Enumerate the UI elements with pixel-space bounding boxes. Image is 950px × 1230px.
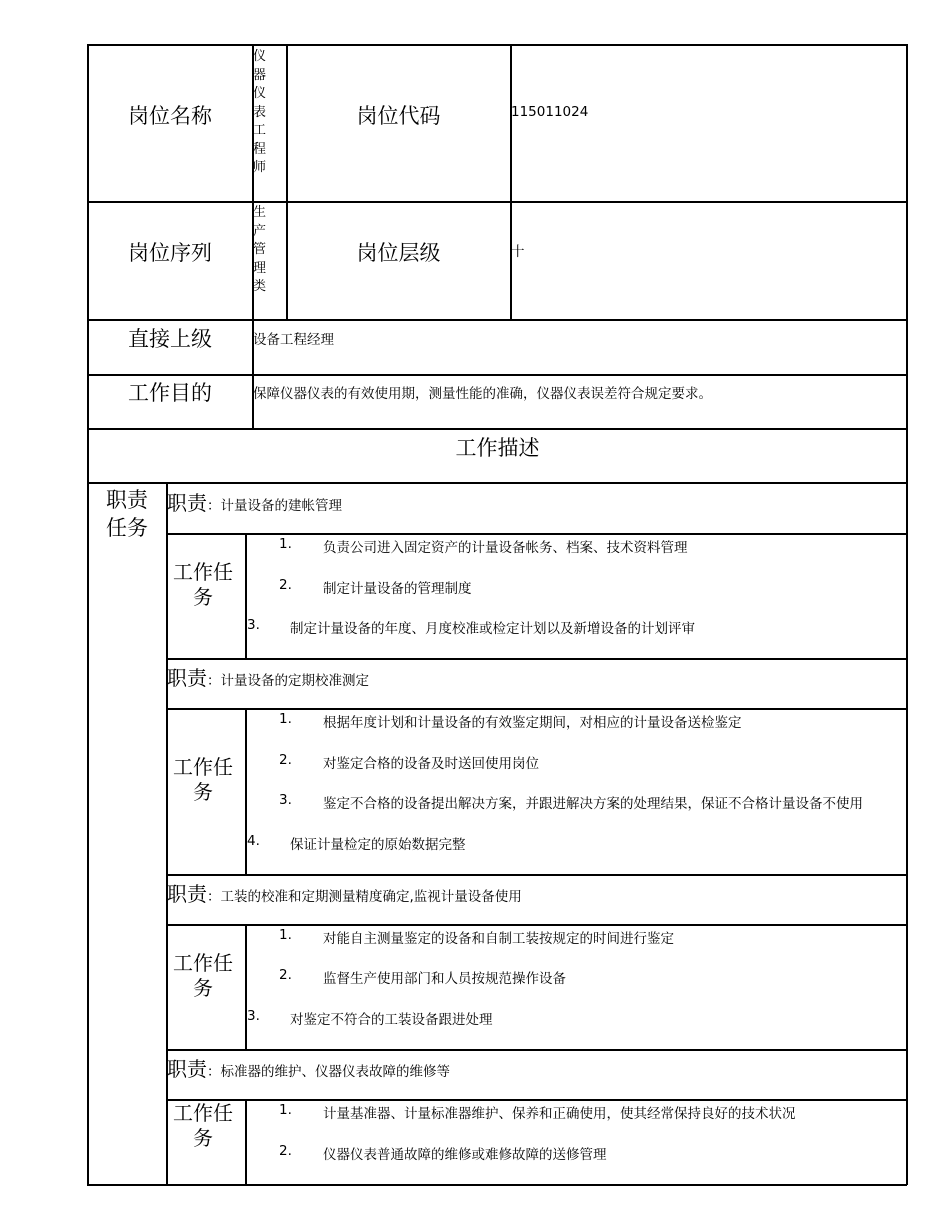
task-text: 对鉴定不符合的工装设备跟进处理 [290, 1012, 493, 1028]
duty-task-label: 职责任务 [106, 488, 148, 540]
rule [245, 533, 247, 659]
rule [166, 924, 907, 926]
post-series-label: 岗位序列 [128, 241, 212, 265]
rule [906, 44, 908, 1185]
task-text: 负责公司进入固定资产的计量设备帐务、档案、技术资料管理 [323, 540, 688, 556]
task-number: 3. [247, 1008, 260, 1024]
task-number: 2. [279, 1143, 292, 1159]
rule [166, 658, 907, 660]
post-code-value: 115011024 [511, 104, 589, 120]
work-purpose-label: 工作目的 [128, 381, 212, 405]
rule [87, 374, 907, 376]
work-purpose-value: 保障仪器仪表的有效使用期，测量性能的准确，仪器仪表误差符合规定要求。 [253, 386, 712, 402]
task-label: 工作任务 [173, 755, 233, 804]
task-text: 制定计量设备的年度、月度校准或检定计划以及新增设备的计划评审 [290, 621, 695, 637]
rule [87, 44, 89, 1185]
rule [166, 708, 907, 710]
post-code-label: 岗位代码 [356, 104, 441, 128]
post-level-value: 十 [511, 244, 525, 260]
task-number: 1. [279, 1102, 292, 1118]
task-text: 根据年度计划和计量设备的有效鉴定期间，对相应的计量设备送检鉴定 [323, 715, 742, 731]
post-level-label: 岗位层级 [356, 241, 441, 265]
rule [245, 924, 247, 1050]
direct-superior-label: 直接上级 [128, 327, 212, 351]
rule [87, 1184, 907, 1186]
rule [166, 1049, 907, 1051]
task-number: 2. [279, 752, 292, 768]
rule [87, 428, 907, 430]
rule [87, 44, 907, 46]
task-number: 1. [279, 927, 292, 943]
rule [286, 44, 288, 320]
post-name-label: 岗位名称 [128, 104, 212, 128]
task-number: 4. [247, 833, 260, 849]
task-number: 2. [279, 967, 292, 983]
task-text: 鉴定不合格的设备提出解决方案，并跟进解决方案的处理结果，保证不合格计量设备不使用 [323, 796, 863, 812]
task-number: 1. [279, 711, 292, 727]
rule [87, 201, 907, 203]
task-number: 2. [279, 577, 292, 593]
task-label: 工作任务 [173, 1101, 233, 1150]
post-series-value: 生产管理类 [253, 205, 267, 294]
duty-title: 职责：计量设备的定期校准测定 [167, 666, 369, 690]
direct-superior-value: 设备工程经理 [253, 332, 334, 348]
task-text: 监督生产使用部门和人员按规范操作设备 [323, 971, 566, 987]
rule [166, 874, 907, 876]
task-text: 计量基准器、计量标准器维护、保养和正确使用，使其经常保持良好的技术状况 [323, 1106, 796, 1122]
task-label: 工作任务 [173, 560, 233, 609]
rule [87, 482, 907, 484]
task-number: 3. [279, 792, 292, 808]
rule [245, 708, 247, 875]
rule [245, 1099, 247, 1185]
task-text: 对鉴定合格的设备及时送回使用岗位 [323, 756, 539, 772]
rule [510, 44, 512, 320]
post-name-value: 仪器仪表工程师 [253, 49, 267, 175]
work-description-heading: 工作描述 [455, 436, 540, 460]
rule [166, 533, 907, 535]
task-text: 对能自主测量鉴定的设备和自制工装按规定的时间进行鉴定 [323, 931, 674, 947]
task-number: 1. [279, 536, 292, 552]
task-number: 3. [247, 617, 260, 633]
rule [166, 1099, 907, 1101]
duty-title: 职责：计量设备的建帐管理 [167, 491, 342, 515]
duty-title: 职责：工装的校准和定期测量精度确定,监视计量设备使用 [167, 882, 522, 906]
task-text: 制定计量设备的管理制度 [323, 581, 472, 597]
task-label: 工作任务 [173, 951, 233, 1000]
duty-title: 职责：标准器的维护、仪器仪表故障的维修等 [167, 1057, 450, 1081]
task-text: 保证计量检定的原始数据完整 [290, 837, 466, 853]
task-text: 仪器仪表普通故障的维修或难修故障的送修管理 [323, 1147, 607, 1163]
rule [87, 319, 907, 321]
